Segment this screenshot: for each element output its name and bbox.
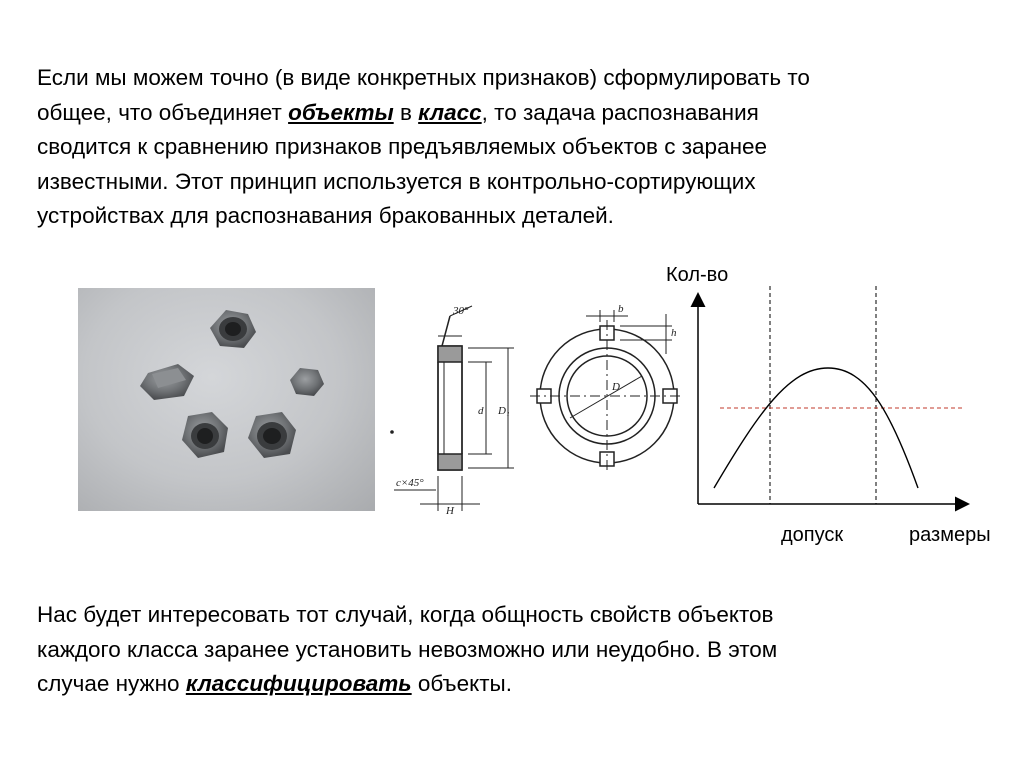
- intro-line-1: Если мы можем точно (в виде конкретных признаков) сформулировать то: [37, 65, 810, 90]
- hex-nut-icon: [210, 310, 256, 348]
- intro-line-2-mid: в: [393, 99, 419, 125]
- graph-tolerance-label: допуск: [781, 524, 844, 546]
- hex-nut-icon: [140, 364, 194, 400]
- label-D: D: [612, 381, 620, 393]
- tolerance-distribution-graph: [650, 260, 980, 520]
- distribution-curve: [714, 368, 918, 488]
- label-h: h: [671, 327, 677, 339]
- outro-paragraph: [37, 598, 997, 702]
- intro-line-2-end: , то задача распознавания: [481, 99, 759, 125]
- label-d1: D₁: [498, 405, 510, 417]
- label-chamfer: c×45°: [396, 477, 424, 489]
- outro-line-2: каждого класса заранее установить невозможно или неудобно. В этом: [37, 636, 778, 662]
- graph-x-label: размеры: [909, 524, 991, 546]
- label-d: d: [478, 405, 484, 417]
- label-h-thickness: H: [446, 505, 454, 517]
- label-angle: 30°: [453, 305, 469, 317]
- intro-line-5: устройствах для распознавания бракованных деталей.: [37, 203, 614, 228]
- outro-line-3-start: случае нужно: [37, 671, 186, 696]
- outro-line-3-end: объекты.: [411, 671, 512, 696]
- intro-line-2-start: общее, что объединяет: [37, 99, 289, 125]
- label-b: b: [618, 303, 624, 315]
- hex-nuts-photo: [78, 288, 375, 511]
- ring-nut-technical-drawing: [380, 296, 680, 521]
- outro-line-1: Нас будет интересовать тот случай, когда общность свойств объектов: [37, 602, 774, 627]
- graph-y-label: Кол-во: [666, 264, 729, 286]
- hex-nut-icon: [290, 368, 324, 396]
- intro-paragraph: [37, 61, 1022, 234]
- keyword-classify: классифицировать: [185, 671, 412, 696]
- hex-nut-icon: [182, 412, 228, 458]
- keyword-class: класс: [418, 99, 482, 125]
- hex-nut-icon: [248, 412, 296, 458]
- intro-line-3: сводится к сравнению признаков предъявляемых объектов с заранее: [37, 134, 768, 159]
- intro-line-4: известными. Этот принцип используется в контрольно-сортирующих: [37, 168, 756, 194]
- keyword-objects: объекты: [288, 99, 394, 125]
